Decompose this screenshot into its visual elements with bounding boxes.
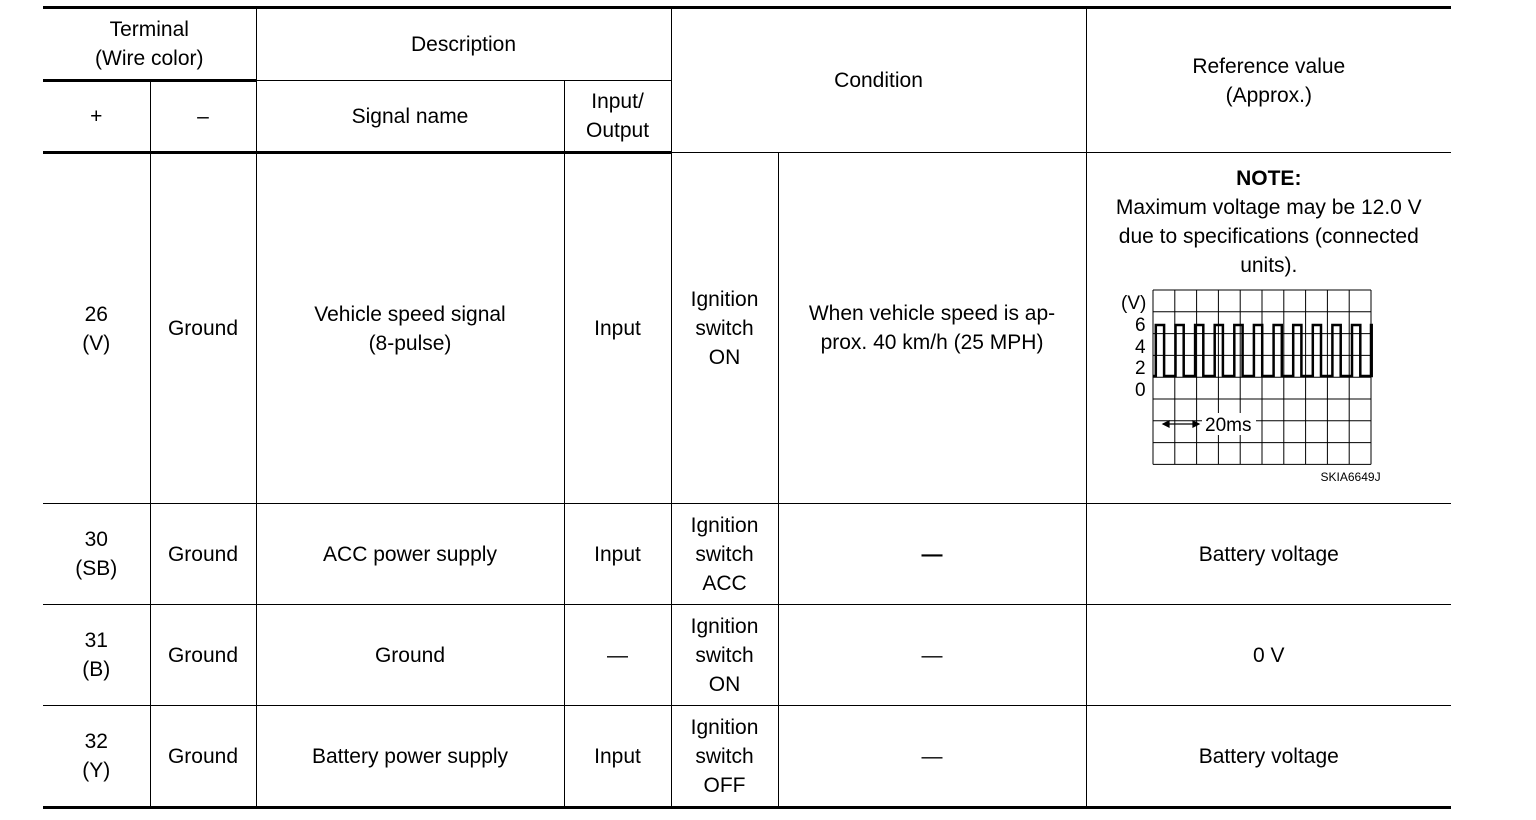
terminal-cell	[43, 605, 150, 706]
input-output-header	[564, 81, 671, 153]
reference-value-cell: Battery voltage	[1086, 504, 1451, 605]
ground-cell: Ground	[150, 504, 256, 605]
wire-color: (V)	[82, 331, 111, 355]
ignition-line-2: switch	[695, 316, 754, 340]
terminal-number: 31	[84, 629, 108, 652]
reference-value-cell	[1086, 153, 1451, 504]
figure-code-label: SKIA6649J	[1320, 470, 1381, 484]
ignition-line-2: switch	[695, 643, 754, 667]
io-cell: Input	[564, 153, 671, 504]
table-row	[43, 706, 1451, 808]
ignition-cell	[671, 153, 778, 504]
terminal-header-label: Terminal	[109, 18, 189, 41]
ignition-line-1: Ignition	[690, 287, 759, 311]
terminal-header	[43, 8, 256, 81]
table-row	[43, 153, 1451, 504]
condition-cell: —	[778, 706, 1086, 808]
condition-cell	[778, 153, 1086, 504]
condition-line-2: prox. 40 km/h (25 MPH)	[820, 331, 1044, 354]
reference-value-cell: 0 V	[1086, 605, 1451, 706]
input-output-label-1: Input/	[591, 90, 644, 113]
ignition-line-1: Ignition	[690, 715, 759, 739]
note-text-line-3: units).	[1240, 254, 1298, 277]
io-cell: Input	[564, 504, 671, 605]
wire-color: (SB)	[75, 557, 118, 580]
ignition-line-1: Ignition	[690, 614, 759, 638]
ignition-cell	[671, 706, 778, 808]
minus-header: –	[150, 81, 256, 153]
table-row	[43, 605, 1451, 706]
ignition-line-3: ACC	[702, 571, 747, 595]
condition-cell: —	[778, 504, 1086, 605]
condition-cell: —	[778, 605, 1086, 706]
ground-cell: Ground	[150, 706, 256, 808]
wire-color: (B)	[82, 658, 111, 681]
condition-line-1: When vehicle speed is ap-	[808, 302, 1056, 325]
input-output-label-2: Output	[585, 119, 650, 142]
waveform-graph	[1095, 282, 1395, 492]
ignition-line-2: switch	[695, 744, 754, 768]
signal-name-cell: ACC power supply	[256, 504, 564, 605]
ground-cell: Ground	[150, 153, 256, 504]
reference-value-label: Reference value	[1192, 54, 1346, 78]
approx-label: (Approx.)	[1225, 83, 1312, 107]
ignition-line-1: Ignition	[690, 513, 759, 537]
waveform-pulse-trace	[1153, 325, 1372, 376]
plus-header: +	[43, 81, 150, 153]
io-cell: Input	[564, 706, 671, 808]
ignition-line-2: switch	[695, 542, 754, 566]
terminal-number: 26	[84, 302, 108, 326]
ignition-line-3: OFF	[703, 773, 746, 797]
ignition-cell	[671, 605, 778, 706]
time-scale-label: 20ms	[1204, 415, 1251, 436]
io-cell: —	[564, 605, 671, 706]
terminal-number: 30	[84, 528, 108, 551]
note-text-line-2: due to specifications (connected	[1118, 225, 1419, 248]
y-tick-0: 0	[1134, 380, 1146, 401]
reference-value-cell: Battery voltage	[1086, 706, 1451, 808]
signal-name-header: Signal name	[256, 81, 564, 153]
ground-cell: Ground	[150, 605, 256, 706]
y-tick-4: 4	[1134, 337, 1146, 358]
ignition-cell	[671, 504, 778, 605]
signal-name-cell: Ground	[256, 605, 564, 706]
reference-value-header	[1086, 8, 1451, 153]
y-tick-6: 6	[1134, 315, 1146, 336]
ignition-line-3: ON	[708, 672, 741, 696]
terminal-number: 32	[84, 730, 108, 753]
description-header: Description	[256, 8, 671, 81]
ignition-line-3: ON	[708, 345, 741, 369]
header-row-1	[43, 8, 1451, 81]
terminal-cell	[43, 504, 150, 605]
signal-name-cell: Battery power supply	[256, 706, 564, 808]
terminal-cell	[43, 706, 150, 808]
note-label: NOTE:	[1236, 167, 1302, 190]
y-unit-label: (V)	[1120, 293, 1146, 314]
wire-color: (Y)	[82, 759, 111, 782]
condition-header: Condition	[671, 8, 1086, 153]
waveform-figure	[1095, 282, 1395, 492]
signal-name-line-1: Vehicle speed signal	[314, 302, 506, 326]
terminal-cell	[43, 153, 150, 504]
note-text-line-1: Maximum voltage may be 12.0 V	[1115, 196, 1422, 219]
signal-name-line-2: (8-pulse)	[368, 331, 452, 355]
wire-color-header-label: (Wire color)	[95, 47, 204, 70]
signal-name-cell	[256, 153, 564, 504]
terminal-spec-table	[43, 6, 1451, 809]
time-scale-arrow	[1163, 421, 1199, 427]
y-tick-2: 2	[1134, 358, 1146, 379]
table-row	[43, 504, 1451, 605]
